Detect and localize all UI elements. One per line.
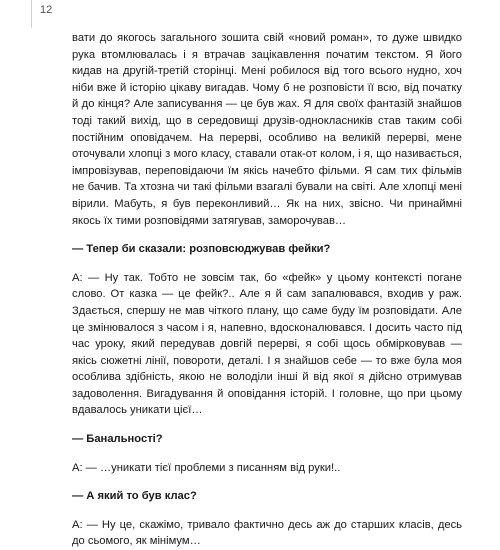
answer-paragraph: А: — Ну так. Тобто не зовсім так, бо «фейк» у цьому контексті погане слово. От казка — це фейк?.. Але я й сам запалювався, входив у раж. Здається, спершу не мав чіткого плану, що саме буду їм розповідати. Але це змінювалося з часом і я, напевно, вдосконалювався. І досить часто під час уроку, який передував довгій перерві, я собі щось обмірковував — якісь сюжетні лінії, повороти, деталі. І я знайшов себе — то вже була моя особлива здібність, якою не володіли інші й від якої я дійсно отримував задоволення. Вигадування й оповідання історій. І головне, що при цьому вдавалось уникати цієї… [72, 271, 462, 417]
answer-paragraph: А: — Ну це, скажімо, тривало фактично десь аж до старших класів, десь до сьомого, як мінімум… [72, 518, 462, 548]
page-number: 12 [40, 4, 53, 16]
answer-paragraph: вати до якогось загального зошита свій «новий роман», то дуже швидко рука втомлювалась і я втрачав зацікавлення початим текстом. Я його кидав на другій-третій сторінці. Мені робилося від того всього нудно, хоч ніби вже й історію цікаву вигадав. Чому б не розповісти її всю, від початку й до кінця? Але записування — це був жах. Я для своїх фантазій знайшов тоді такий вихід, що в середовищі друзів-однокласників став таким собі постійним оповідачем. На перерві, особливо на великій перерві, мене оточували хлопці з мого класу, ставали отак-от колом, і я, що називається, імпровізував, переповідаючи їм якісь начебто фільми. Я сам тих фільмів не бачив. Та хтозна чи такі фільми взагалі бували на світі. Але хлопці мені вірили. Мабуть, я був переконливий… Як на них, звісно. Чи принаймні якось їх тими розповідями затягував, заморочував… [72, 32, 462, 227]
interview-question: — А який то був клас? [72, 490, 197, 503]
header-divider [31, 0, 32, 28]
interview-question: — Банальності? [72, 433, 163, 446]
answer-paragraph: А: — …уникати тієї проблеми з писанням від руки!.. [72, 461, 341, 474]
page-body [72, 30, 462, 550]
interview-question: — Тепер би сказали: розповсюджував фейки? [72, 243, 331, 256]
